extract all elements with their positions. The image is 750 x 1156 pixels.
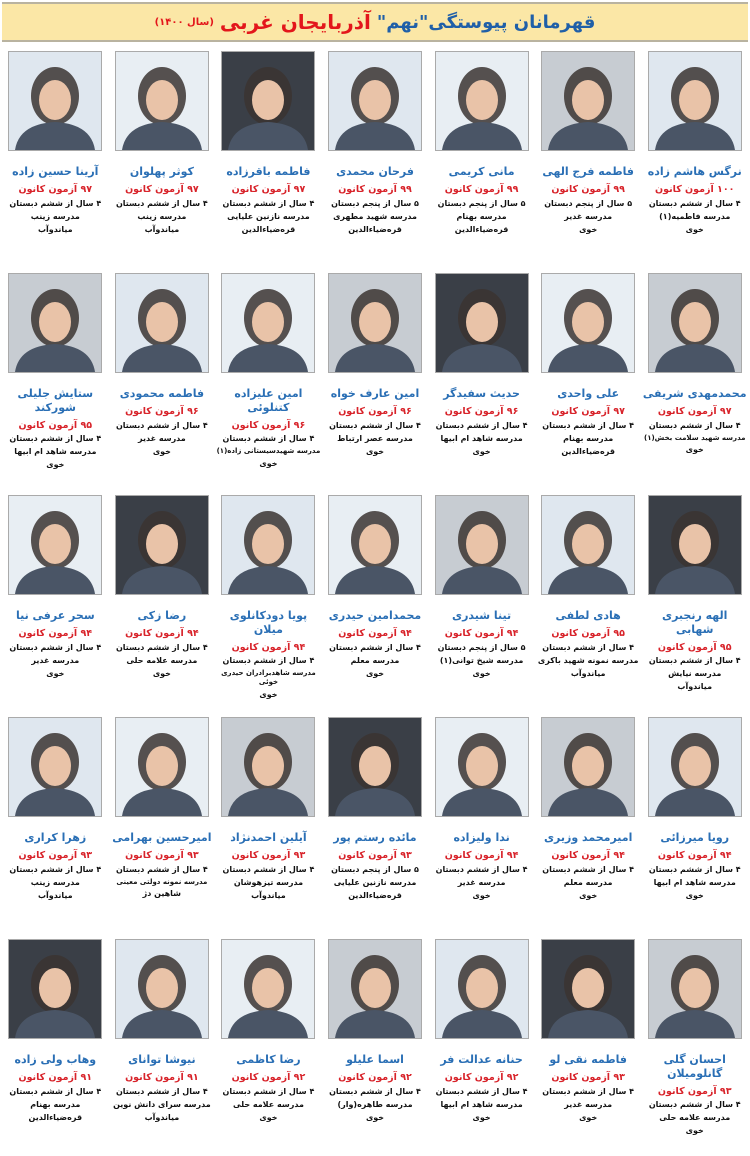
student-school: مدرسه سرای دانش نوین: [113, 1099, 211, 1109]
student-name: فاطمه نقی لو: [549, 1053, 627, 1066]
student-card: [322, 46, 429, 268]
student-name: حنانه عدالت فر: [440, 1053, 523, 1066]
student-score: ۹۱ آزمون کانون: [18, 1071, 93, 1083]
student-card: [535, 712, 642, 934]
student-photo: [328, 495, 422, 595]
student-city: خوی: [365, 446, 385, 456]
student-card: [215, 490, 322, 712]
student-score: ۹۶ آزمون کانون: [444, 405, 519, 417]
student-grade: ۴ سال از ششم دبستان: [648, 198, 741, 208]
student-score: ۹۴ آزمون کانون: [18, 627, 93, 639]
student-name: الهه رنجبری شهابی: [661, 609, 728, 636]
student-city: میاندوآب: [570, 668, 606, 678]
student-city: قره‌ضیاءالدین: [348, 224, 402, 234]
student-grade: ۴ سال از ششم دبستان: [542, 420, 635, 430]
student-card: [215, 934, 322, 1156]
student-score: ۹۲ آزمون کانون: [338, 1071, 412, 1083]
student-card: [215, 268, 322, 490]
student-photo: [8, 273, 102, 373]
student-card: [641, 712, 748, 934]
student-city: خوی: [152, 668, 171, 678]
student-photo: [328, 51, 422, 151]
student-city: خوی: [685, 890, 704, 900]
student-photo: [648, 51, 742, 151]
student-grade: ۴ سال از ششم دبستان: [115, 864, 208, 874]
student-card: [641, 934, 748, 1156]
student-grade: ۴ سال از ششم دبستان: [542, 642, 635, 652]
student-grade: ۴ سال از ششم دبستان: [222, 198, 315, 208]
student-city: قره‌ضیاءالدین: [241, 224, 296, 234]
student-score: ۹۴ آزمون کانون: [444, 627, 519, 639]
student-name: تینا شیدری: [452, 609, 512, 622]
student-name: سحر عرفی نیا: [15, 609, 95, 622]
student-score: ۹۹ آزمون کانون: [444, 183, 519, 195]
student-score: ۹۴ آزمون کانون: [444, 849, 519, 861]
student-grade: ۴ سال از ششم دبستان: [435, 864, 528, 874]
student-grade: ۴ سال از ششم دبستان: [329, 420, 421, 430]
student-city: خوی: [259, 459, 278, 469]
student-score: ۹۴ آزمون کانون: [338, 627, 412, 639]
student-name: فرحان محمدی: [336, 165, 414, 178]
student-name: فاطمه باقرزاده: [226, 165, 311, 178]
student-name: رضا زکی: [137, 609, 187, 622]
student-score: ۹۴ آزمون کانون: [231, 641, 306, 653]
student-grade: ۴ سال از ششم دبستان: [115, 1086, 208, 1096]
student-photo: [221, 939, 315, 1039]
student-school: مدرسه شاهد ام ابیها: [14, 447, 97, 457]
student-school: مدرسه معلم: [350, 655, 400, 665]
student-city: میاندوآب: [677, 682, 713, 692]
student-photo: [648, 939, 742, 1039]
student-school: مدرسه نمونه دولتی معینی: [116, 877, 208, 886]
student-card: [535, 490, 642, 712]
student-name: امین علیزاده کتنلوئی: [234, 387, 303, 414]
student-photo: [435, 717, 529, 817]
student-score: ۹۴ آزمون کانون: [551, 849, 625, 861]
title-part2: آذربایجان غربی: [219, 10, 371, 34]
student-city: خوی: [365, 668, 385, 678]
student-card: [535, 268, 642, 490]
student-grade: ۴ سال از ششم دبستان: [222, 656, 315, 666]
student-name: امیرحسین بهرامی: [112, 831, 212, 844]
student-card: [215, 46, 322, 268]
student-city: خوی: [685, 1126, 704, 1136]
student-grade: ۵ سال از پنجم دبستان: [544, 198, 633, 208]
student-score: ۹۶ آزمون کانون: [338, 405, 412, 417]
student-city: میاندوآب: [251, 890, 286, 900]
student-card: [2, 46, 109, 268]
student-school: مدرسه علامه حلی: [659, 1113, 731, 1123]
student-city: خوی: [46, 460, 65, 470]
student-score: ۹۷ آزمون کانون: [18, 183, 93, 195]
student-grade: ۴ سال از ششم دبستان: [115, 420, 208, 430]
student-city: خوی: [579, 1112, 598, 1122]
student-card: [2, 712, 109, 934]
student-name: وهاب ولی زاده: [14, 1053, 97, 1066]
student-score: ۹۴ آزمون کانون: [657, 849, 732, 861]
student-photo: [221, 51, 315, 151]
student-city: خوی: [46, 668, 65, 678]
student-school: مدرسه تیزهوشان: [233, 877, 304, 887]
student-grade: ۴ سال از ششم دبستان: [222, 864, 315, 874]
student-name: محمدامین حیدری: [328, 609, 422, 622]
student-photo: [328, 717, 422, 817]
student-photo: [8, 495, 102, 595]
student-name: کوثر پهلوان: [129, 165, 194, 178]
title-year: (سال ۱۴۰۰): [154, 16, 214, 28]
student-card: [322, 712, 429, 934]
student-city: میاندوآب: [38, 224, 73, 234]
student-score: ۹۳ آزمون کانون: [338, 849, 412, 861]
student-name: فاطمه فرج الهی: [542, 165, 634, 178]
student-score: ۹۵ آزمون کانون: [551, 627, 625, 639]
student-card: [428, 712, 535, 934]
student-score: ۹۳ آزمون کانون: [125, 849, 199, 861]
student-city: قره‌ضیاءالدین: [28, 1112, 83, 1122]
student-photo: [541, 51, 635, 151]
student-school: مدرسه شاهد ام ابیها: [440, 433, 523, 443]
student-grade: ۴ سال از ششم دبستان: [648, 864, 741, 874]
student-name: نرگس هاشم زاده: [647, 165, 742, 178]
student-name: آرینا حسین زاده: [12, 165, 99, 178]
student-school: مدرسه شاهدبرادران حیدری خوئی: [221, 669, 316, 687]
student-photo: [435, 51, 529, 151]
student-school: مدرسه غدیر: [138, 433, 186, 443]
student-photo: [435, 273, 529, 373]
student-city: خوی: [579, 890, 598, 900]
student-score: ۹۷ آزمون کانون: [231, 183, 306, 195]
student-card: [2, 490, 109, 712]
student-grade: ۴ سال از ششم دبستان: [9, 434, 102, 444]
student-name: ستایش جلیلی شورکند: [17, 387, 94, 414]
student-grade: ۵ سال از پنجم دبستان: [437, 642, 526, 652]
student-photo: [221, 495, 315, 595]
student-card: [428, 46, 535, 268]
student-score: ۹۱ آزمون کانون: [125, 1071, 199, 1083]
student-grade: ۴ سال از ششم دبستان: [9, 642, 102, 652]
student-card: [641, 46, 748, 268]
student-photo: [115, 939, 209, 1039]
student-grade: ۴ سال از ششم دبستان: [648, 656, 741, 666]
student-school: مدرسه شهید سلامت بخش(۱): [644, 433, 746, 442]
student-photo: [541, 495, 635, 595]
student-name: امین عارف خواه: [330, 387, 420, 400]
student-grade: ۵ سال از پنجم دبستان: [437, 198, 526, 208]
student-city: خوی: [685, 445, 704, 455]
student-city: میاندوآب: [144, 1112, 180, 1122]
student-school: مدرسه بهنام: [456, 211, 507, 221]
student-school: مدرسه بهنام: [30, 1099, 81, 1109]
student-name: امیرمحمد وزیری: [543, 831, 633, 844]
student-photo: [221, 273, 315, 373]
student-score: ۹۶ آزمون کانون: [125, 405, 199, 417]
student-grade: ۴ سال از ششم دبستان: [9, 1086, 102, 1096]
student-school: مدرسه شهید مطهری: [333, 211, 417, 221]
student-photo: [435, 939, 529, 1039]
student-card: [2, 268, 109, 490]
student-score: ۹۶ آزمون کانون: [231, 419, 306, 431]
student-name: نیوشا توانای: [128, 1053, 196, 1066]
student-school: مدرسه طاهره(وار): [337, 1099, 413, 1109]
student-score: ۹۳ آزمون کانون: [18, 849, 93, 861]
students-grid: [2, 46, 748, 1156]
student-grade: ۵ سال از پنجم دبستان: [331, 864, 419, 874]
student-photo: [435, 495, 529, 595]
student-school: مدرسه علامه حلی: [232, 1099, 304, 1109]
student-city: خوی: [579, 224, 598, 234]
student-card: [322, 268, 429, 490]
student-school: مدرسه معلم: [563, 877, 613, 887]
student-photo: [541, 939, 635, 1039]
student-name: علی واحدی: [557, 387, 620, 400]
student-city: میاندوآب: [38, 890, 73, 900]
student-grade: ۴ سال از ششم دبستان: [435, 1086, 528, 1096]
student-school: مدرسه نیایش: [668, 669, 722, 679]
student-photo: [115, 51, 209, 151]
student-grade: ۴ سال از ششم دبستان: [542, 1086, 635, 1096]
student-photo: [8, 939, 102, 1039]
student-name: حدیث سفیدگر: [443, 387, 520, 400]
student-school: مدرسه زینب: [30, 211, 80, 221]
student-grade: ۴ سال از ششم دبستان: [9, 198, 102, 208]
student-photo: [541, 717, 635, 817]
student-photo: [8, 717, 102, 817]
student-score: ۹۳ آزمون کانون: [551, 1071, 625, 1083]
student-city: خوی: [259, 1112, 278, 1122]
student-city: قره‌ضیاءالدین: [348, 890, 402, 900]
student-score: ۱۰۰ آزمون کانون: [655, 183, 735, 195]
student-score: ۹۲ آزمون کانون: [231, 1071, 306, 1083]
student-name: فاطمه محمودی: [119, 387, 205, 400]
student-city: خوی: [685, 224, 704, 234]
student-card: [641, 268, 748, 490]
title-part1: قهرمانان پیوستگی"نهم": [376, 11, 596, 33]
student-grade: ۴ سال از ششم دبستان: [115, 642, 208, 652]
student-score: ۹۷ آزمون کانون: [551, 405, 625, 417]
student-grade: ۴ سال از ششم دبستان: [222, 1086, 315, 1096]
student-name: رویا میرزائی: [660, 831, 730, 844]
student-card: [535, 46, 642, 268]
student-city: خوی: [472, 446, 491, 456]
student-city: قره‌ضیاءالدین: [561, 446, 615, 456]
student-photo: [648, 495, 742, 595]
student-photo: [328, 939, 422, 1039]
student-grade: ۴ سال از ششم دبستان: [435, 420, 528, 430]
student-grade: ۵ سال از پنجم دبستان: [331, 198, 419, 208]
student-school: مدرسه غدیر: [31, 655, 80, 665]
student-score: ۹۳ آزمون کانون: [231, 849, 306, 861]
student-school: مدرسه شاهد ام ابیها: [440, 1099, 523, 1109]
student-photo: [115, 273, 209, 373]
student-card: [428, 490, 535, 712]
student-score: ۹۳ آزمون کانون: [657, 1085, 732, 1097]
student-photo: [115, 717, 209, 817]
student-city: خوی: [472, 668, 491, 678]
student-photo: [8, 51, 102, 151]
student-card: [2, 934, 109, 1156]
student-photo: [648, 717, 742, 817]
student-school: مدرسه غدیر: [457, 877, 506, 887]
student-card: [535, 934, 642, 1156]
student-name: مانی کریمی: [448, 165, 515, 178]
student-card: [322, 934, 429, 1156]
student-name: رضا کاظمی: [236, 1053, 301, 1066]
student-grade: ۴ سال از ششم دبستان: [329, 642, 421, 652]
student-card: [109, 268, 216, 490]
student-name: زهرا کراری: [24, 831, 87, 844]
student-score: ۹۵ آزمون کانون: [657, 641, 732, 653]
student-school: مدرسه نازنین علیایی: [333, 877, 417, 887]
student-city: خوی: [152, 446, 171, 456]
student-school: مدرسه فاطمیه(۱): [659, 211, 731, 221]
student-city: میاندوآب: [144, 224, 180, 234]
student-photo: [328, 273, 422, 373]
student-school: مدرسه نمونه شهید باکری: [537, 655, 639, 665]
student-card: [109, 934, 216, 1156]
student-grade: ۴ سال از ششم دبستان: [222, 434, 315, 444]
student-school: مدرسه زینب: [30, 877, 80, 887]
student-grade: ۴ سال از ششم دبستان: [329, 1086, 421, 1096]
student-school: مدرسه شاهد ام ابیها: [653, 877, 736, 887]
student-grade: ۴ سال از ششم دبستان: [542, 864, 635, 874]
student-card: [109, 490, 216, 712]
student-city: خوی: [365, 1112, 385, 1122]
student-score: ۹۵ آزمون کانون: [18, 419, 93, 431]
student-score: ۹۹ آزمون کانون: [551, 183, 625, 195]
student-school: مدرسه شهیدسیستانی زاده(۱): [216, 447, 321, 456]
student-city: خوی: [259, 689, 278, 699]
student-name: مائده رستم پور: [333, 831, 417, 844]
student-city: خوی: [472, 890, 491, 900]
student-score: ۹۷ آزمون کانون: [125, 183, 199, 195]
student-score: ۹۷ آزمون کانون: [657, 405, 732, 417]
student-card: [215, 712, 322, 934]
student-photo: [115, 495, 209, 595]
student-card: [428, 268, 535, 490]
student-school: مدرسه غدیر: [564, 1099, 613, 1109]
student-card: [109, 712, 216, 934]
student-school: مدرسه عصر ارتباط: [337, 433, 413, 443]
student-card: [109, 46, 216, 268]
student-card: [641, 490, 748, 712]
student-grade: ۴ سال از ششم دبستان: [648, 420, 741, 430]
student-city: خوی: [472, 1112, 491, 1122]
student-score: ۹۹ آزمون کانون: [338, 183, 412, 195]
student-grade: ۴ سال از ششم دبستان: [115, 198, 208, 208]
student-name: محمدمهدی شریفی: [642, 387, 747, 400]
student-school: مدرسه شیخ توانی(۱): [439, 655, 524, 665]
student-name: هادی لطفی: [555, 609, 621, 622]
student-photo: [648, 273, 742, 373]
student-name: احسان گلی گانلومیلان: [663, 1053, 726, 1080]
page-title: [2, 2, 748, 42]
student-name: پویا دودکانلوی میلان: [229, 609, 308, 636]
student-name: آیلین احمدنژاد: [230, 831, 307, 844]
student-school: مدرسه نازنین علیایی: [227, 211, 310, 221]
student-grade: ۴ سال از ششم دبستان: [648, 1100, 741, 1110]
student-grade: ۴ سال از ششم دبستان: [9, 864, 102, 874]
student-city: قره‌ضیاءالدین: [454, 224, 509, 234]
student-school: مدرسه غدیر: [564, 211, 613, 221]
student-photo: [541, 273, 635, 373]
student-city: شاهین دژ: [142, 889, 182, 899]
student-school: مدرسه زینب: [137, 211, 187, 221]
student-card: [322, 490, 429, 712]
student-score: ۹۴ آزمون کانون: [125, 627, 199, 639]
student-school: مدرسه علامه حلی: [126, 655, 198, 665]
student-photo: [221, 717, 315, 817]
student-name: اسما علیلو: [346, 1053, 404, 1066]
student-score: ۹۲ آزمون کانون: [444, 1071, 519, 1083]
student-name: ندا ولیزاده: [453, 831, 510, 844]
student-school: مدرسه بهنام: [563, 433, 614, 443]
student-card: [428, 934, 535, 1156]
